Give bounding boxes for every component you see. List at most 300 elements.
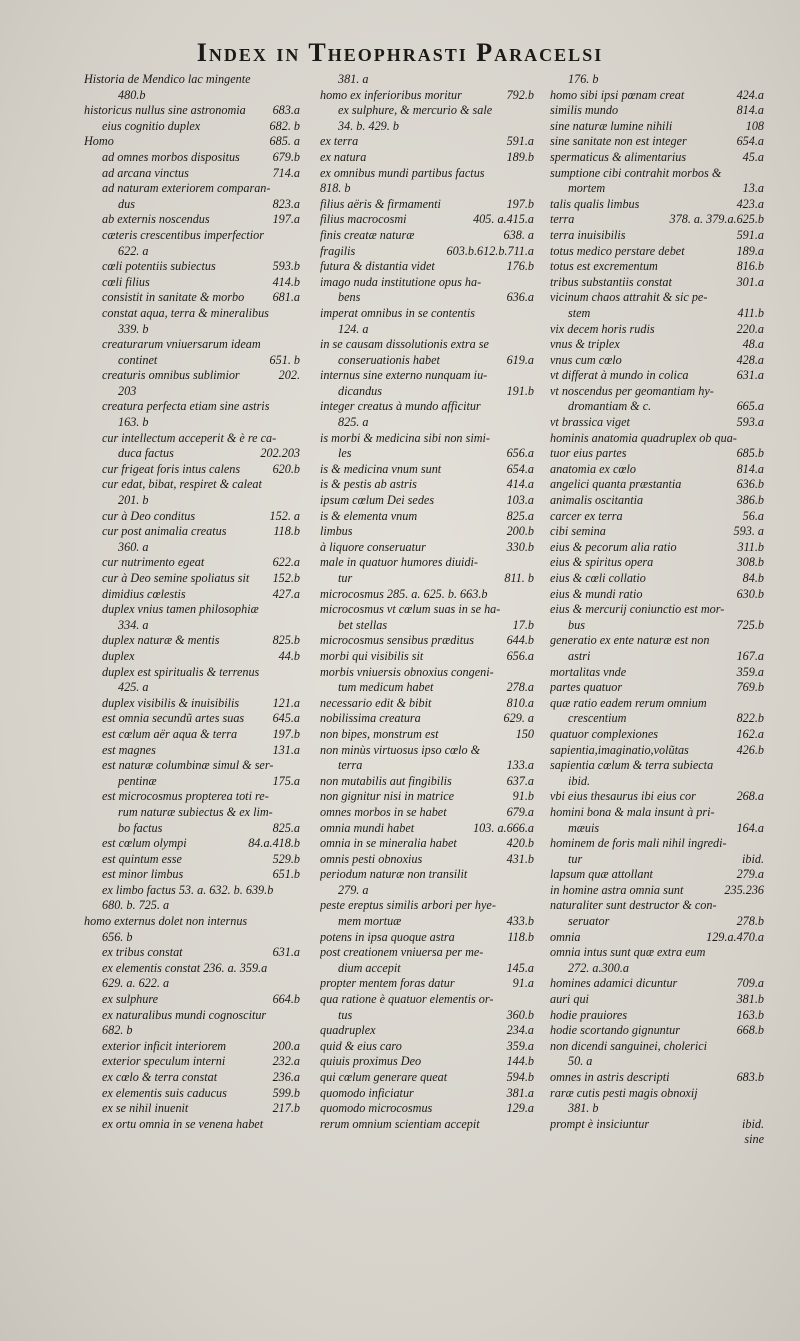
page-reference: 129.a.470.a (706, 929, 764, 944)
entry-text: ex elementis constat 236. a. 359.a (102, 960, 268, 975)
index-entry (320, 524, 534, 540)
index-entry (550, 665, 764, 681)
entry-text: cur à Deo conditus (102, 508, 196, 523)
page-reference: 217.b (272, 1101, 300, 1116)
entry-text: dimidius cœlestis (102, 586, 186, 601)
page-reference: 150 (515, 726, 534, 741)
page-reference: 622.a (272, 555, 300, 570)
entry-text: homo ex inferioribus moritur (320, 87, 462, 102)
page-reference: 200.b (506, 524, 534, 539)
page-reference: 593.a (736, 415, 764, 430)
index-entry (320, 587, 534, 603)
page-reference: 423.a (736, 196, 764, 211)
index-entry (84, 789, 300, 805)
index-entry (550, 618, 764, 634)
index-entry (320, 821, 534, 837)
index-entry (550, 477, 764, 493)
index-entry (550, 774, 764, 790)
index-entry (550, 1101, 764, 1117)
index-entry (84, 228, 300, 244)
index-entry (550, 72, 764, 88)
index-entry (320, 618, 534, 634)
page-reference: 629. a (503, 711, 534, 726)
page-reference: 131.a (272, 742, 300, 757)
index-entry (84, 976, 300, 992)
page-reference: 176.b (506, 259, 534, 274)
entry-text: quiuis proximus Deo (320, 1054, 422, 1069)
entry-text: 622. a (118, 243, 149, 258)
entry-text: post creationem vniuersa per me- (320, 945, 484, 960)
entry-text: exterior speculum interni (102, 1054, 226, 1069)
page-reference: 620.b (272, 461, 300, 476)
entry-text: est omnia secundũ artes suas (102, 711, 245, 726)
index-entry (320, 914, 534, 930)
page-reference: 200.a (272, 1038, 300, 1053)
entry-text: cur edat, bibat, respiret & caleat (102, 477, 262, 492)
index-entry (84, 961, 300, 977)
entry-text: creaturis omnibus sublimior (102, 368, 240, 383)
page-reference: 685. a (269, 134, 300, 149)
entry-text: carcer ex terra (550, 508, 623, 523)
index-entry (84, 1070, 300, 1086)
page-reference: 84.b (742, 571, 764, 585)
entry-text: terra inuisibilis (550, 227, 626, 242)
index-entry (84, 727, 300, 743)
page-reference: 197.b (506, 196, 534, 211)
index-entry (84, 368, 300, 384)
index-entry (550, 1039, 764, 1055)
entry-text: vbi eius thesaurus ibi eius cor (550, 789, 696, 804)
index-entry (320, 743, 534, 759)
page-reference: 234.a (506, 1023, 534, 1038)
entry-text: 201. b (118, 493, 149, 508)
entry-text: terra (550, 212, 575, 227)
page-reference: 825.a (272, 820, 300, 835)
index-entry (320, 789, 534, 805)
index-entry (550, 789, 764, 805)
entry-text: 279. a (338, 882, 369, 897)
entry-text: Homo (84, 134, 114, 149)
index-entry (84, 1023, 300, 1039)
page-reference: 769.b (736, 680, 764, 695)
page-reference: 91.a (512, 976, 534, 991)
index-entry (320, 852, 534, 868)
index-entry (84, 852, 300, 868)
index-entry (550, 540, 764, 556)
index-entry (320, 399, 534, 415)
entry-text: quæ ratio eadem rerum omnium (550, 695, 707, 710)
entry-text: morbis vniuersis obnoxius congeni- (320, 664, 494, 679)
entry-text: cur à Deo semine spoliatus sit (102, 571, 250, 585)
entry-text: Historia de Mendico lac mingente (84, 72, 251, 86)
page-reference: 118.b (273, 524, 300, 539)
page-reference: 679.b (272, 149, 300, 164)
entry-text: dium accepit (338, 960, 401, 975)
index-entry (320, 477, 534, 493)
page-reference: 593.b (272, 259, 300, 274)
index-entry (320, 1023, 534, 1039)
page-reference: 405. a.415.a (473, 212, 534, 227)
entry-text: homo sibi ipsi pœnam creat (550, 87, 685, 102)
index-entry (550, 1008, 764, 1024)
entry-text: vt differat à mundo in colica (550, 368, 689, 383)
page-reference: 197.b (272, 726, 300, 741)
entry-text: omnis pesti obnoxius (320, 851, 423, 866)
entry-text: mæuis (568, 820, 600, 835)
page-reference: 433.b (506, 914, 534, 929)
index-entry (320, 275, 534, 291)
entry-text: vix decem horis rudis (550, 321, 655, 336)
index-entry (550, 166, 764, 182)
entry-text: cibi semina (550, 524, 606, 539)
entry-text: microcosmus sensibus præditus (320, 633, 474, 648)
index-entry (84, 322, 300, 338)
index-entry (320, 555, 534, 571)
entry-text: ex limbo factus 53. a. 632. b. 639.b (102, 882, 274, 897)
entry-text: cur frigeat foris intus calens (102, 461, 241, 476)
entry-text: creatura perfecta etiam sine astris (102, 399, 270, 414)
index-entry (550, 571, 764, 587)
entry-text: creaturarum vniuersarum ideam (102, 337, 261, 352)
index-entry (84, 1008, 300, 1024)
index-entry (84, 649, 300, 665)
entry-text: prompt è insiciuntur (550, 1116, 650, 1131)
page-reference: 645.a (272, 711, 300, 726)
page-reference: 637.a (506, 773, 534, 788)
page-reference: 144.b (506, 1054, 534, 1069)
entry-text: hodie scortando gignuntur (550, 1023, 680, 1038)
index-entry (84, 945, 300, 961)
page-reference: 359.a (506, 1038, 534, 1053)
page-reference: 278.a (506, 680, 534, 695)
index-entry (550, 727, 764, 743)
page-reference: 529.b (272, 851, 300, 866)
entry-text: stem (568, 305, 591, 320)
index-entry (84, 555, 300, 571)
index-entry (84, 88, 300, 104)
entry-text: ibid. (568, 773, 591, 788)
entry-text: microcosmus 285. a. 625. b. 663.b (320, 586, 488, 601)
index-entry (320, 1008, 534, 1024)
page-reference: 599.b (272, 1085, 300, 1100)
entry-text: omnes in astris descripti (550, 1070, 670, 1084)
index-entry (320, 665, 534, 681)
page-reference: 636.a (506, 290, 534, 305)
entry-text: talis qualis limbus (550, 196, 640, 211)
index-entry (320, 337, 534, 353)
index-entry (84, 633, 300, 649)
page-reference: 823.a (272, 196, 300, 211)
entry-text: ex elementis suis caducus (102, 1085, 227, 1100)
entry-text: historicus nullus sine astronomia (84, 103, 246, 118)
index-entry (320, 898, 534, 914)
page-reference: 682. b (269, 118, 300, 133)
entry-text: ad arcana vinctus (102, 165, 189, 180)
page-reference: 714.a (272, 165, 300, 180)
index-entry (550, 883, 764, 899)
index-entry (550, 275, 764, 291)
entry-text: non gignitur nisi in matrice (320, 789, 455, 804)
index-entry (84, 384, 300, 400)
entry-text: est microcosmus propterea toti re- (102, 789, 269, 804)
entry-text: in se causam dissolutionis extra se (320, 337, 489, 352)
entry-text: duca factus (118, 446, 174, 461)
entry-text: 825. a (338, 415, 369, 430)
entry-text: 339. b (118, 321, 149, 336)
entry-text: raræ cutis pesti magis obnoxij (550, 1085, 698, 1100)
index-entry (320, 1039, 534, 1055)
entry-text: in homine astra omnia sunt (550, 882, 684, 897)
entry-text: vt noscendus per geomantiam hy- (550, 383, 714, 398)
index-entry (84, 743, 300, 759)
page-reference: 13.a (742, 181, 764, 196)
entry-text: non dicendi sanguinei, cholerici (550, 1038, 708, 1053)
index-entry (84, 399, 300, 415)
index-column-3 (550, 72, 764, 1148)
index-entry (550, 88, 764, 104)
index-entry (320, 711, 534, 727)
page-reference: 594.b (506, 1070, 534, 1084)
page-title: Index in Theophrasti Paracelsi (196, 38, 604, 67)
entry-text: astri (568, 648, 591, 663)
page-reference: 630.b (736, 586, 764, 601)
index-entry (84, 290, 300, 306)
index-entry (550, 976, 764, 992)
entry-text: propter mentem foras datur (320, 976, 455, 991)
page-reference: 268.a (736, 789, 764, 804)
entry-text: imago nuda institutione opus ha- (320, 274, 482, 289)
entry-text: ex cœlo & terra constat (102, 1070, 218, 1084)
page-reference: 235.236 (724, 882, 764, 897)
index-entry (84, 72, 300, 88)
page-reference: 591.a (736, 227, 764, 242)
entry-text: homines adamici dicuntur (550, 976, 678, 991)
index-entry (84, 166, 300, 182)
index-entry (84, 462, 300, 478)
index-entry (84, 696, 300, 712)
index-entry (550, 150, 764, 166)
index-entry (550, 103, 764, 119)
page-reference: 311.b (737, 539, 764, 554)
index-entry (320, 322, 534, 338)
entry-text: ad naturam exteriorem comparan- (102, 181, 271, 196)
entry-text: 656. b (102, 929, 133, 944)
index-entry (84, 898, 300, 914)
index-column-2 (320, 72, 534, 1132)
index-entry (84, 540, 300, 556)
entry-text: sine naturæ lumine nihili (550, 118, 673, 133)
index-entry (550, 1054, 764, 1070)
index-entry (320, 384, 534, 400)
page-reference: 189.a (736, 243, 764, 258)
index-entry (550, 945, 764, 961)
entry-text: similis mundo (550, 103, 619, 118)
page-reference: 189.b (506, 149, 534, 164)
page-reference: 651. b (269, 352, 300, 367)
page-reference: 163.b (736, 1007, 764, 1022)
index-entry (550, 446, 764, 462)
page-reference: ibid. (741, 851, 764, 866)
entry-text: quatuor complexiones (550, 726, 658, 741)
index-entry (550, 462, 764, 478)
index-entry (84, 446, 300, 462)
index-entry (84, 509, 300, 525)
entry-text: sapientia cœlum & terra subiecta (550, 758, 714, 773)
entry-text: potens in ipsa quoque astra (320, 929, 455, 944)
index-entry (320, 353, 534, 369)
page-reference: 103. a.666.a (473, 820, 534, 835)
index-entry (320, 867, 534, 883)
entry-text: imperat omnibus in se contentis (320, 305, 476, 320)
entry-text: vt brassica viget (550, 415, 630, 430)
page-reference: 668.b (736, 1023, 764, 1038)
index-entry (84, 150, 300, 166)
index-entry (550, 290, 764, 306)
entry-text: 381. a (338, 72, 369, 86)
index-entry (550, 1023, 764, 1039)
entry-text: auri qui (550, 992, 589, 1007)
entry-text: omnia intus sunt quæ extra eum (550, 945, 706, 960)
page-reference: 644.b (506, 633, 534, 648)
index-entry (550, 212, 764, 228)
page-reference: 386.b (736, 493, 764, 508)
page-reference: 656.a (506, 648, 534, 663)
index-entry (550, 930, 764, 946)
index-entry (84, 119, 300, 135)
entry-text: eius & mercurij coniunctio est mor- (550, 602, 725, 617)
page-reference: 191.b (506, 383, 534, 398)
index-entry (550, 368, 764, 384)
entry-text: ex natura (320, 149, 367, 164)
entry-text: futura & distantia videt (320, 259, 435, 274)
entry-text: cur intellectum acceperit & è re ca- (102, 430, 277, 445)
index-entry (550, 587, 764, 603)
entry-text: lapsum quæ attollant (550, 867, 653, 882)
index-entry (320, 1117, 534, 1133)
entry-text: terra (338, 758, 363, 773)
entry-text: hodie prauiores (550, 1007, 628, 1022)
entry-text: eius cognitio duplex (102, 118, 201, 133)
index-entry (550, 322, 764, 338)
index-entry (550, 836, 764, 852)
entry-text: ex tribus constat (102, 945, 183, 960)
entry-text: anatomia ex cœlo (550, 461, 636, 476)
index-entry (320, 571, 534, 587)
page-reference: 427.a (272, 586, 300, 601)
index-entry (550, 961, 764, 977)
entry-text: rum naturæ subiectus & ex lim- (118, 804, 273, 819)
index-entry (550, 134, 764, 150)
page-reference: 814.a (736, 461, 764, 476)
entry-text: quomodo microcosmus (320, 1101, 433, 1116)
index-entry (320, 883, 534, 899)
entry-text: bens (338, 290, 361, 305)
index-entry (550, 306, 764, 322)
page-reference: 593. a (733, 524, 764, 539)
index-entry (320, 774, 534, 790)
page-reference: 825.b (272, 633, 300, 648)
page-reference: 814.a (736, 103, 764, 118)
entry-text: homo externus dolet non internus (84, 914, 248, 929)
index-entry (550, 244, 764, 260)
entry-text: 163. b (118, 415, 149, 430)
entry-text: quomodo inficiatur (320, 1085, 414, 1100)
entry-text: tur (568, 851, 583, 866)
page-reference: 420.b (506, 836, 534, 851)
index-entry (84, 244, 300, 260)
entry-text: partes quatuor (550, 680, 623, 695)
index-entry (84, 1086, 300, 1102)
page-reference: 145.a (506, 960, 534, 975)
page-reference: 360.b (506, 1007, 534, 1022)
index-entry (550, 743, 764, 759)
entry-text: vicinum chaos attrahit & sic pe- (550, 290, 708, 305)
index-entry (84, 821, 300, 837)
entry-text: duplex visibilis & inuisibilis (102, 695, 240, 710)
entry-text: 34. b. 429. b (338, 118, 399, 133)
page-reference: 133.a (506, 758, 534, 773)
entry-text: eius & cœli collatio (550, 571, 646, 585)
entry-text: integer creatus à mundo afficitur (320, 399, 481, 414)
index-entry (550, 680, 764, 696)
entry-text: is morbi & medicina sibi non simi- (320, 430, 490, 445)
page-reference: 414.a (506, 477, 534, 492)
entry-text: internus sine externo nunquam iu- (320, 368, 488, 383)
entry-text: 680. b. 725. a (102, 898, 170, 913)
index-entry (320, 1054, 534, 1070)
entry-text: ipsum cœlum Dei sedes (320, 493, 435, 508)
page-reference: 220.a (736, 321, 764, 336)
entry-text: homini bona & mala insunt à pri- (550, 804, 715, 819)
index-entry (84, 431, 300, 447)
entry-text: ex ortu omnia in se venena habet (102, 1116, 264, 1131)
entry-text: 50. a (568, 1054, 593, 1069)
index-entry (320, 134, 534, 150)
index-entry (320, 290, 534, 306)
index-entry (550, 1117, 764, 1133)
entry-text: est naturæ columbinæ simul & ser- (102, 758, 274, 773)
entry-text: 629. a. 622. a (102, 976, 170, 991)
page-reference: ibid. (741, 1116, 764, 1131)
index-entry (84, 618, 300, 634)
entry-text: est minor limbus (102, 867, 184, 882)
page-reference: 381.a (506, 1085, 534, 1100)
index-entry (84, 1101, 300, 1117)
entry-text: non bipes, monstrum est (320, 726, 439, 741)
index-entry (320, 368, 534, 384)
page-reference: 202.203 (260, 446, 300, 461)
entry-text: rerum omnium scientiam accepit (320, 1116, 480, 1131)
page-reference: 45.a (742, 149, 764, 164)
index-entry (550, 399, 764, 415)
page-reference: 91.b (512, 789, 534, 804)
page-reference: 636.b (736, 477, 764, 492)
entry-text: consistit in sanitate & morbo (102, 290, 245, 305)
page-reference: 232.a (272, 1054, 300, 1069)
page-reference: 631.a (272, 945, 300, 960)
entry-text: vnus & triplex (550, 337, 620, 352)
entry-text: mortalitas vnde (550, 664, 627, 679)
entry-text: morbi qui visibilis sit (320, 648, 424, 663)
entry-text: 176. b (568, 72, 599, 86)
entry-text: pentinæ (118, 773, 157, 788)
entry-text: duplex naturæ & mentis (102, 633, 220, 648)
index-entry (320, 446, 534, 462)
page-reference: 330.b (506, 539, 534, 554)
entry-text: quid & eius caro (320, 1038, 402, 1053)
index-entry (320, 103, 534, 119)
index-entry (320, 119, 534, 135)
